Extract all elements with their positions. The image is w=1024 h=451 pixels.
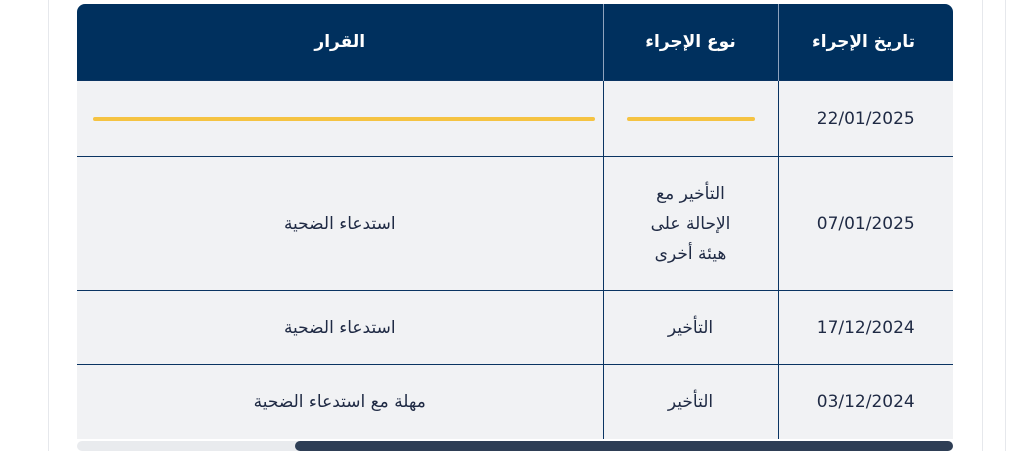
action-type-cell: التأخير <box>603 365 778 440</box>
header-action-type: نوع الإجراء <box>603 4 778 81</box>
action-type-text: التأخير مع الإحالة على هيئة أخرى <box>650 183 731 264</box>
table-row <box>77 291 953 365</box>
scrollbar-thumb[interactable] <box>295 441 953 451</box>
date-cell: 22/01/2025 <box>778 81 953 157</box>
left-divider <box>48 0 49 451</box>
decision-cell: استدعاء الضحية <box>77 291 603 365</box>
decision-cell: استدعاء الضحية <box>77 157 603 291</box>
horizontal-scrollbar[interactable] <box>77 441 953 451</box>
empty-value-bar <box>627 117 755 121</box>
decision-cell <box>77 81 603 157</box>
date-cell: 07/01/2025 <box>778 157 953 291</box>
date-cell: 03/12/2024 <box>778 365 953 440</box>
header-decision: القرار <box>77 4 603 81</box>
table-body <box>77 81 953 440</box>
right-panel-edge <box>982 0 1006 451</box>
records-table <box>77 4 953 439</box>
table-row <box>77 157 953 291</box>
action-type-cell <box>603 81 778 157</box>
table-header <box>77 4 953 81</box>
header-date: تاريخ الإجراء <box>778 4 953 81</box>
decision-cell: مهلة مع استدعاء الضحية <box>77 365 603 440</box>
empty-value-bar <box>93 117 595 121</box>
records-table-container <box>77 4 953 440</box>
table-row <box>77 81 953 157</box>
table-row <box>77 365 953 440</box>
header-row <box>77 4 953 81</box>
action-type-cell <box>603 157 778 291</box>
action-type-cell: التأخير <box>603 291 778 365</box>
date-cell: 17/12/2024 <box>778 291 953 365</box>
